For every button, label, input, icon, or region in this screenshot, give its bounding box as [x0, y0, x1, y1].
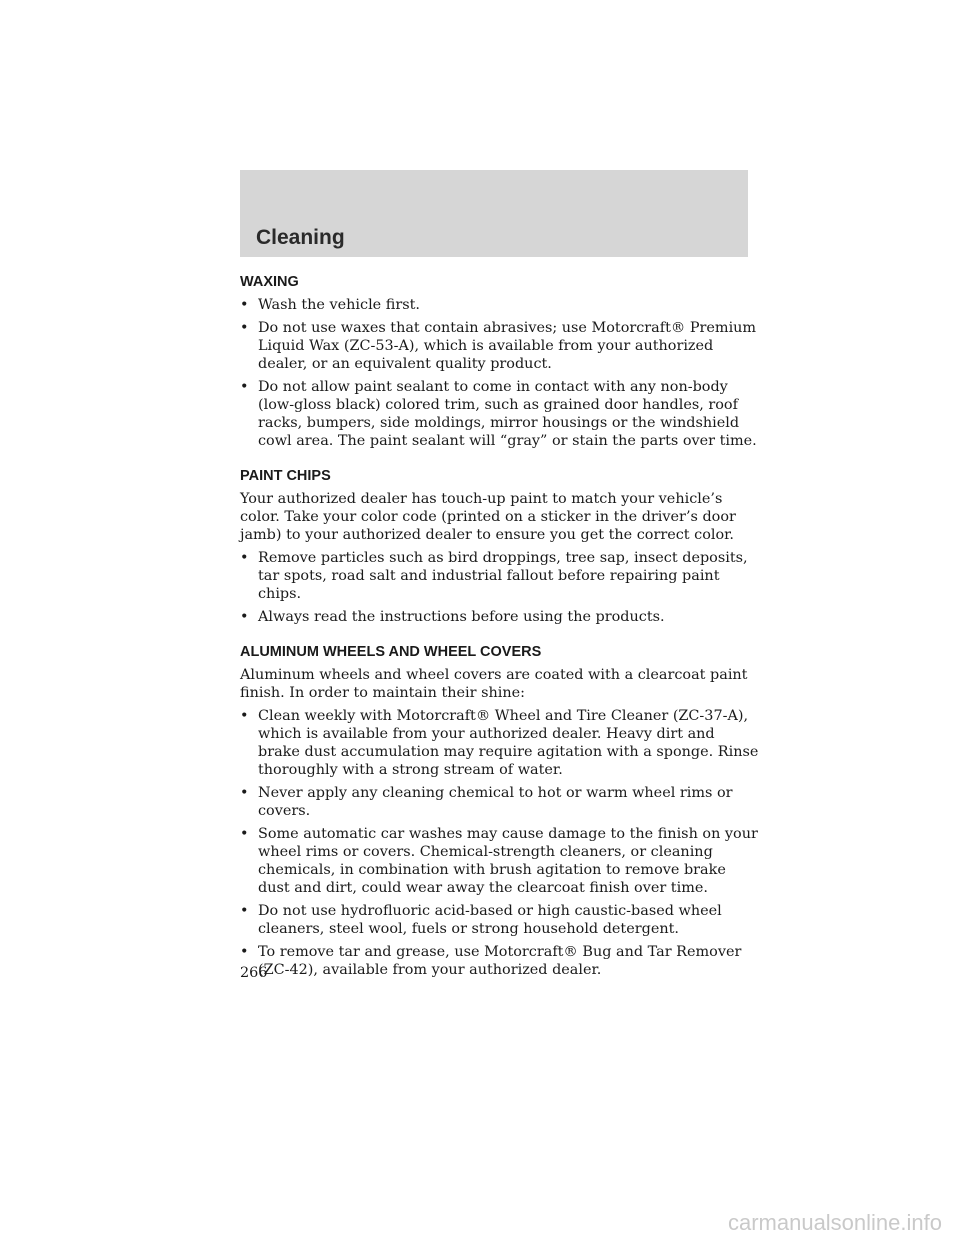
page-number: 266	[240, 965, 268, 981]
list-item: • Clean weekly with Motorcraft® Wheel and Tire Cleaner (ZC-37-A), which is available from your authorized dealer. Heavy dirt and brake dust accumulation may require agitation with a sponge. Rinse thoroughly with a strong stream of water.	[240, 708, 759, 778]
list-item: • Remove particles such as bird droppings, tree sap, insect deposits, tar spots, road salt and industrial fallout before repairing paint chips.	[240, 550, 748, 602]
list-item: • Some automatic car washes may cause damage to the finish on your wheel rims or covers. Chemical-strength cleaners, or cleaning chemicals, in combination with brush agitation to remove brake dust and dirt, could wear away the clearcoat finish over time.	[240, 826, 758, 896]
list-item: • Do not allow paint sealant to come in contact with any non-body (low-gloss black) colored trim, such as grained door handles, roof racks, bumpers, side moldings, mirror housings or the windshield cowl area. The paint sealant will “gray” or stain the parts over time.	[240, 379, 757, 449]
bullet-icon: •	[240, 903, 249, 919]
list-item: • To remove tar and grease, use Motorcraft® Bug and Tar Remover (ZC-42), available from your authorized dealer.	[240, 944, 742, 978]
bullet-icon: •	[240, 379, 249, 395]
list-item: • Wash the vehicle first.	[240, 297, 420, 313]
list-item: • Never apply any cleaning chemical to hot or warm wheel rims or covers.	[240, 785, 733, 819]
page-content	[240, 272, 760, 984]
wheels-heading: ALUMINUM WHEELS AND WHEEL COVERS	[240, 644, 542, 660]
list-item: • Do not use waxes that contain abrasives; use Motorcraft® Premium Liquid Wax (ZC-53-A), which is available from your authorized dealer, or an equivalent quality product.	[240, 320, 757, 372]
bullet-icon: •	[240, 297, 249, 313]
paint-chips-list	[240, 549, 760, 626]
paint-chips-intro: Your authorized dealer has touch-up paint to match your vehicle’s color. Take your color code (printed on a sticker in the driver’s door jamb) to your authorized dealer to ensure you get the correct color.	[240, 491, 736, 543]
wheels-intro: Aluminum wheels and wheel covers are coated with a clearcoat paint finish. In order to maintain their shine:	[240, 667, 748, 701]
bullet-icon: •	[240, 550, 249, 566]
bullet-icon: •	[240, 609, 249, 625]
paint-chips-heading: PAINT CHIPS	[240, 468, 331, 484]
waxing-heading: WAXING	[240, 274, 299, 290]
bullet-icon: •	[240, 944, 249, 960]
waxing-list	[240, 296, 760, 450]
section-header-bar	[240, 170, 748, 257]
bullet-icon: •	[240, 785, 249, 801]
list-item: • Always read the instructions before using the products.	[240, 609, 665, 625]
watermark: carmanualsonline.info	[727, 1210, 942, 1235]
bullet-icon: •	[240, 708, 249, 724]
wheels-list	[240, 707, 760, 979]
bullet-icon: •	[240, 320, 249, 336]
page-title: Cleaning	[256, 226, 345, 249]
bullet-icon: •	[240, 826, 249, 842]
list-item: • Do not use hydrofluoric acid-based or high caustic-based wheel cleaners, steel wool, fuels or strong household detergent.	[240, 903, 722, 937]
